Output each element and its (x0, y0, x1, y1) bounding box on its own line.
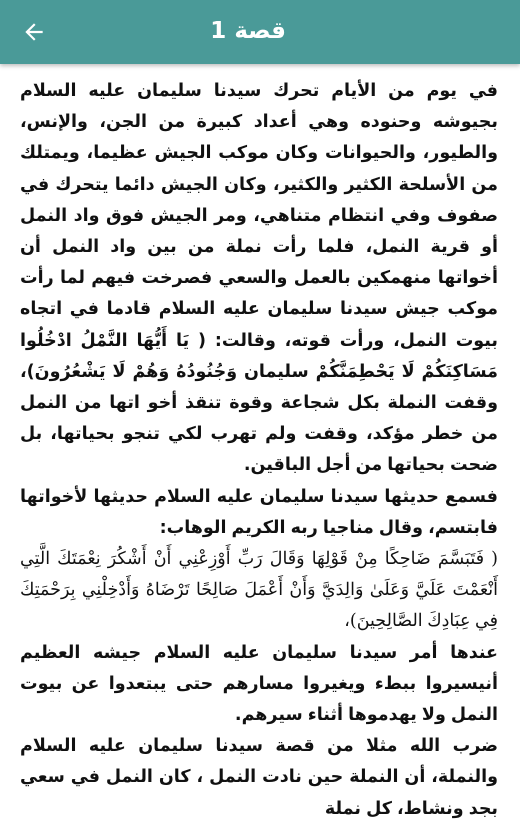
story-paragraph: عندها أمر سيدنا سليمان عليه السلام جيشه العظيم أنيسيروا ببطء ويغيروا مسارهم حتى يبتعدوا عن بيوت النمل ولا يهدموها أثناء سيرهم. (20, 642, 498, 726)
story-content[interactable] (20, 76, 498, 819)
story-paragraph: في يوم من الأيام تحرك سيدنا سليمان عليه السلام بجيوشه وحنوده وهي أعداد كبيرة من الجن، والإنس، والطيور، والحيوانات وكان موكب الجيش عظيما، ويمتلك من الأسلحة الكثير والكثير، وكان الجيش دائما يتحرك في صفوف وفي انتظام متناهي، ومر الجيش فوق واد النمل أو قرية النمل، فلما رأت نملة من بين واد النمل أن أخواتها منهمكين بالعمل والسعي فصرخت فيهم لما رأت موكب جيش سيدنا سليمان عليه السلام قادما في اتجاه بيوت النمل، ورأت قوته، وقالت: ( يَا أَيُّهَا النَّمْلُ ادْخُلُوا مَسَاكِنَكُمْ لَا يَحْطِمَنَّكُمْ سليمان وَجُنُودُهُ وَهُمْ لَا يَشْعُرُونَ)، وقفت النملة بكل شجاعة وقوة تنقذ أخو اتها من النمل من خطر مؤكد، وقفت ولم تهرب لكي تنجو بحياتها، بل ضحت بحياتها من أجل الباقين. (20, 81, 498, 476)
story-paragraph: ضرب الله مثلا من قصة سيدنا سليمان عليه السلام والنملة، أن النملة حين نادت النمل ، كان النمل في سعي بجد ونشاط، كل نملة (20, 736, 498, 819)
app-bar (0, 0, 520, 64)
arrow-left-icon (21, 19, 47, 45)
page-title: قصة 1 (210, 18, 286, 44)
back-button[interactable] (12, 10, 56, 54)
story-paragraph: فسمع حديثها سيدنا سليمان عليه السلام حديثها لأخواتها فابتسم، وقال مناجيا ربه الكريم الوهاب: (20, 486, 498, 538)
quran-verse: ( فَتَبَسَّمَ ضَاحِكًا مِنْ قَوْلِهَا وَقَالَ رَبِّ أَوْزِعْنِي أَنْ أَشْكُرَ نِعْمَتَكَ الَّتِي أَنْعَمْتَ عَلَيَّ وَعَلَىٰ وَالِدَيَّ وَأَنْ أَعْمَلَ صَالِحًا تَرْضَاهُ وَأَدْخِلْنِي بِرَحْمَتِكَ فِي عِبَادِكَ الصَّالِحِينَ)، (20, 549, 498, 632)
